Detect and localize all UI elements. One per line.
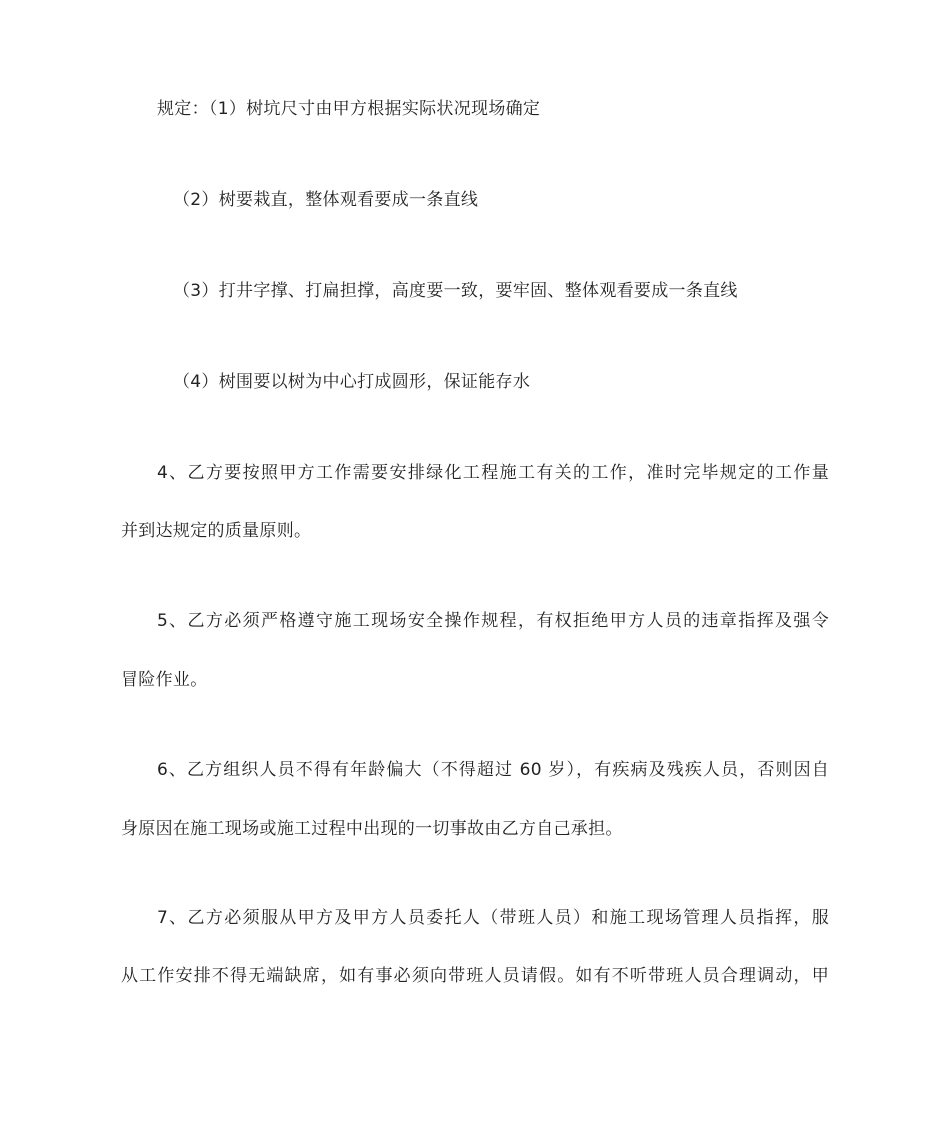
clause-6-line-2: 身原因在施工现场或施工过程中出现的一切事故由乙方自己承担。 [121,819,623,839]
clause-5-line-1: 5、乙方必须严格遵守施工现场安全操作规程，有权拒绝甲方人员的违章指挥及强令 [157,611,829,631]
rule-item-4: （4）树围要以树为中心打成圆形，保证能存水 [173,372,531,392]
clause-4-line-2: 并到达规定的质量原则。 [121,521,312,541]
rule-item-3: （3）打井字撑、打扁担撑，高度要一致，要牢固、整体观看要成一条直线 [173,281,738,301]
clause-6-line-1: 6、乙方组织人员不得有年龄偏大（不得超过 60 岁），有疾病及残疾人员，否则因自 [157,760,829,780]
clause-4-line-1: 4、乙方要按照甲方工作需要安排绿化工程施工有关的工作，准时完毕规定的工作量 [157,463,829,483]
rule-item-2: （2）树要栽直，整体观看要成一条直线 [173,190,479,210]
clause-5-line-2: 冒险作业。 [121,670,208,690]
rule-intro-item-1: 规定：（1）树坑尺寸由甲方根据实际状况现场确定 [157,99,541,119]
clause-7-line-2: 从工作安排不得无端缺席，如有事必须向带班人员请假。如有不听带班人员合理调动，甲 [121,966,829,986]
clause-7-line-1: 7、乙方必须服从甲方及甲方人员委托人（带班人员）和施工现场管理人员指挥，服 [157,908,829,928]
